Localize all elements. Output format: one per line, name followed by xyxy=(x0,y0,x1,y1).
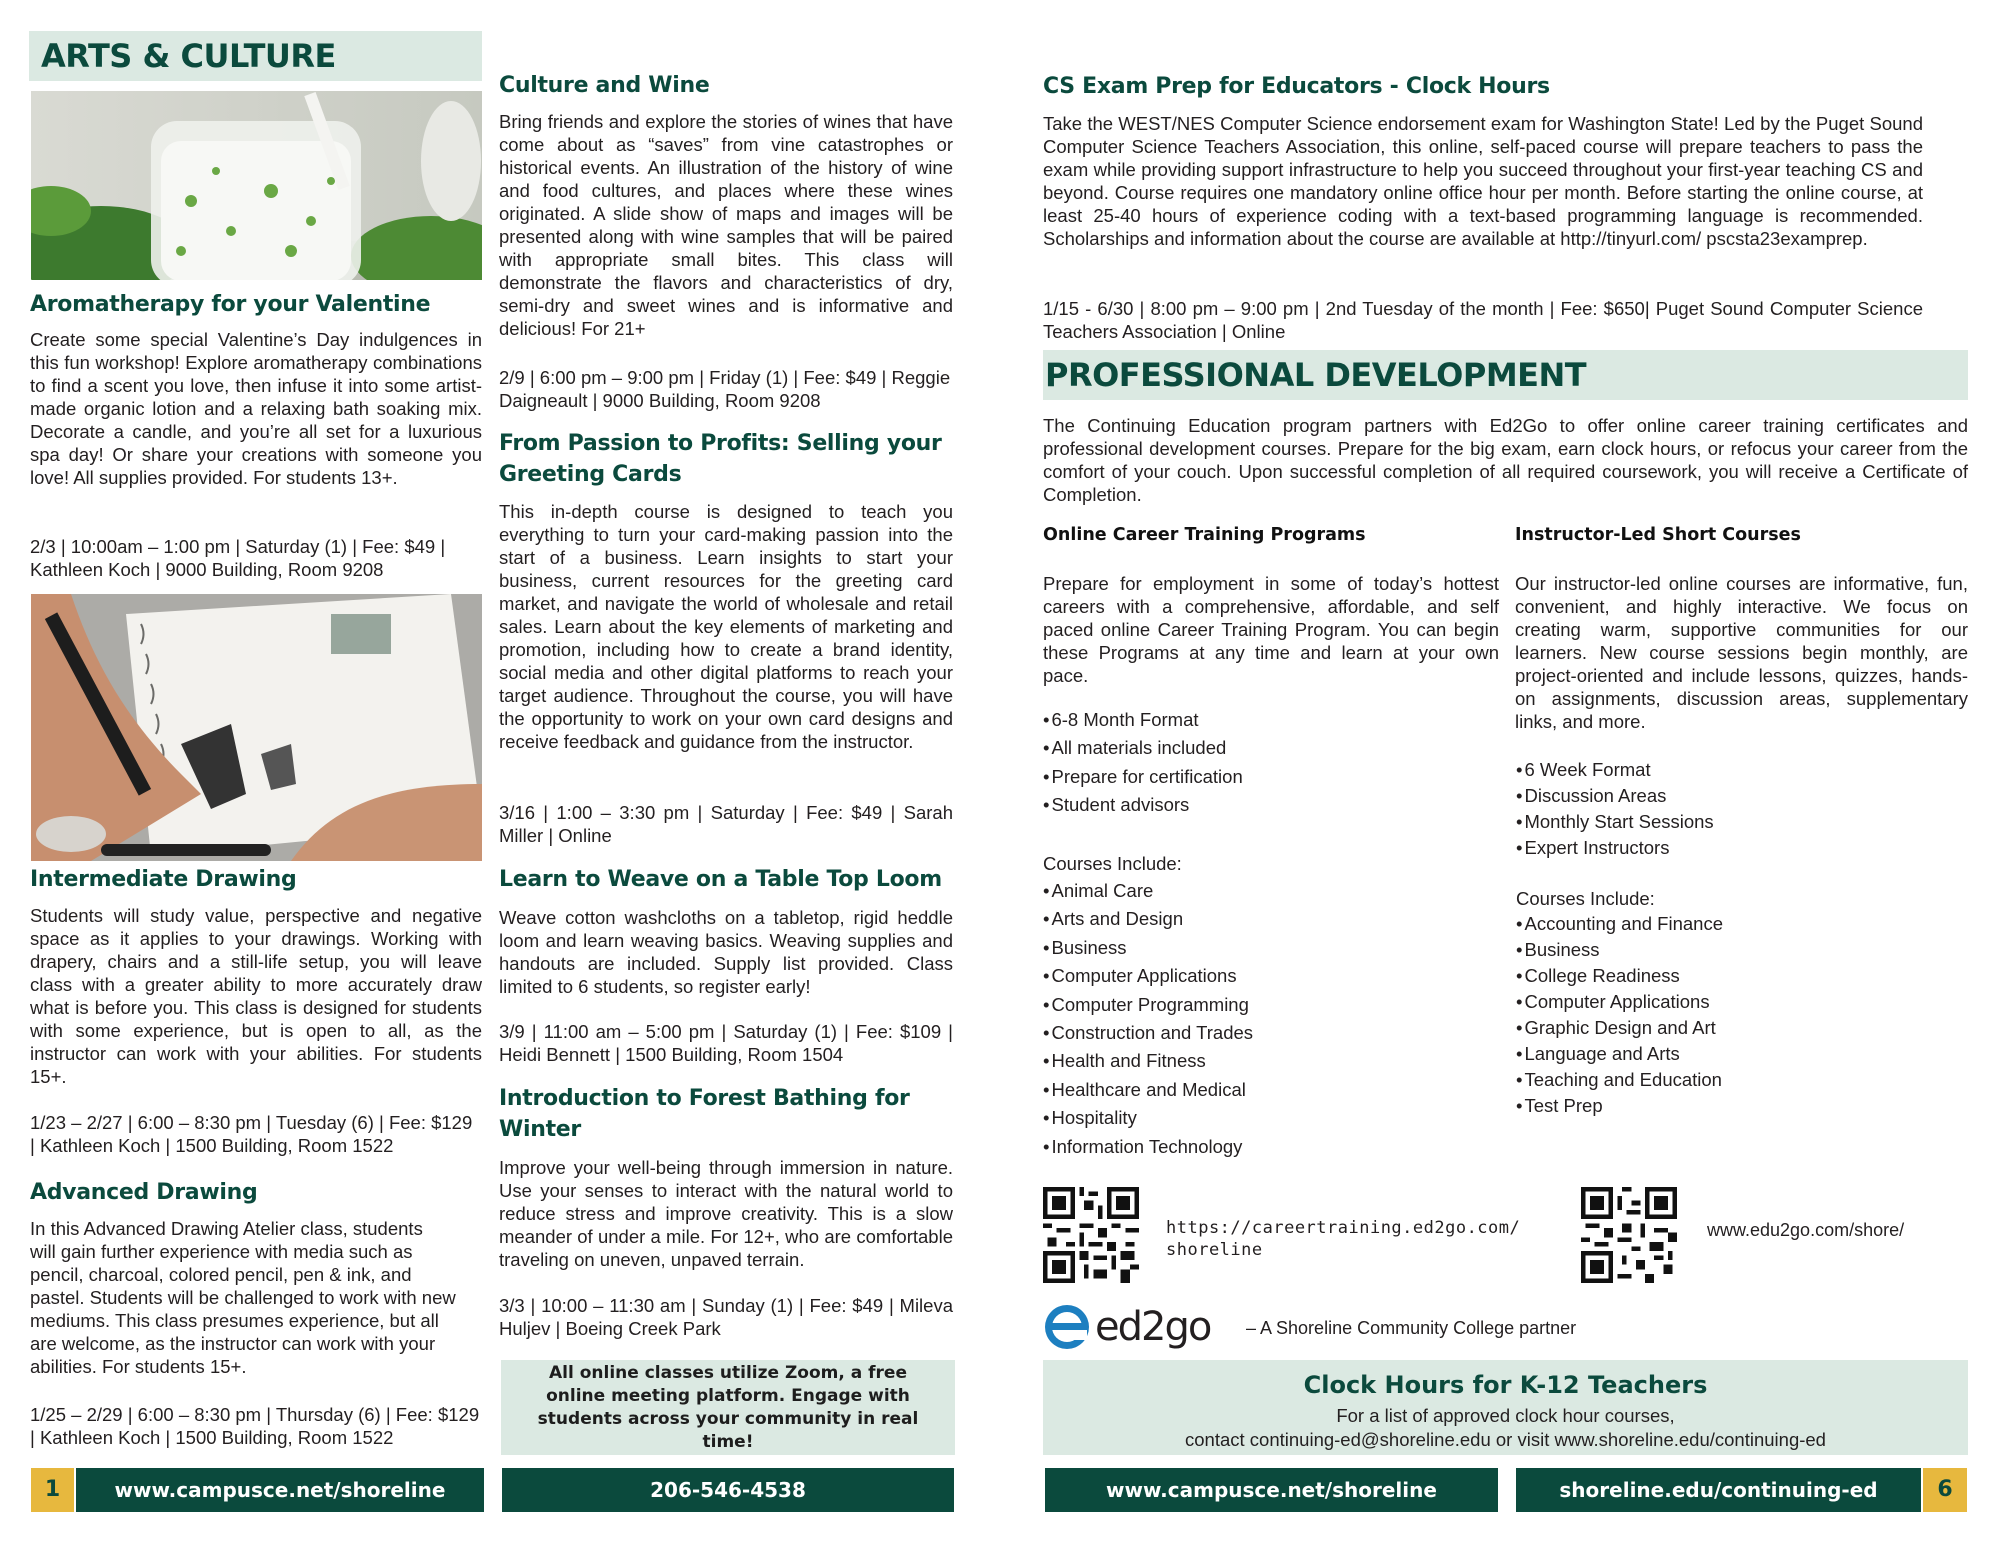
footer-url-right-1[interactable]: www.campusce.net/shoreline xyxy=(1045,1468,1498,1512)
list-item: • Test Prep xyxy=(1516,1093,1966,1119)
zoom-note: All online classes utilize Zoom, a free online meeting platform. Engage with students across your community in real time! xyxy=(537,1362,919,1452)
partner-tagline: – A Shoreline Community College partner xyxy=(1246,1318,1577,1338)
aromatherapy-title: Aromatherapy for your Valentine xyxy=(30,292,431,317)
culture-wine-title: Culture and Wine xyxy=(499,73,710,98)
clock-hours-line1: For a list of approved clock hour courses, xyxy=(1336,1405,1675,1426)
forest-bathing-details: 3/3 | 10:00 – 11:30 am | Sunday (1) | Fee: $49 | Mileva Huljev | Boeing Creek Park xyxy=(499,1295,953,1339)
culture-wine-description: Bring friends and explore the stories of wines that have come about as “saves” from vine catastrophes or historical events. An illustration of the history of wine and food cultures, and places where these wines originated. A slide show of maps and images will be presented along with wine samples that will be paired with appropriate small bites. This class will demonstrate the flavors and characteristics of dry, semi-dry and sweet wines and is informative and delicious! For 21+ xyxy=(499,111,953,339)
advanced-drawing-title: Advanced Drawing xyxy=(30,1180,258,1205)
list-item: • Computer Programming xyxy=(1043,991,1499,1019)
list-item: • Business xyxy=(1516,937,1966,963)
clock-hours-title: Clock Hours for K-12 Teachers xyxy=(1303,1371,1708,1399)
list-item: • Health and Fitness xyxy=(1043,1047,1499,1075)
footer-url-left[interactable]: www.campusce.net/shoreline xyxy=(76,1468,484,1512)
advanced-drawing-details: 1/25 – 2/29 | 6:00 – 8:30 pm | Thursday (6) | Fee: $129 | Kathleen Koch | 1500 Building, Room 1522 xyxy=(30,1404,480,1448)
forest-bathing-title: Introduction to Forest Bathing for Winter xyxy=(499,1086,910,1142)
qr-code-instructor[interactable] xyxy=(1581,1187,1677,1283)
aromatherapy-description: Create some special Valentine’s Day indulgences in this fun workshop! Explore aromatherapy combinations to find a scent you love, then infuse it into some artist-made organic lotion and a relaxing bath soaking mix. Decorate a candle, and you’re all set for a luxurious spa day! Or share your creations with someone you love! All supplies provided. For students 13+. xyxy=(30,329,482,488)
list-item: • Arts and Design xyxy=(1043,905,1499,933)
list-item: • Animal Care xyxy=(1043,877,1499,905)
footer-url-right-2[interactable]: shoreline.edu/continuing-ed xyxy=(1516,1468,1921,1512)
ed2go-logo-icon xyxy=(1043,1303,1093,1351)
cs-exam-title: CS Exam Prep for Educators - Clock Hours xyxy=(1043,74,1550,99)
pd-intro: The Continuing Education program partners with Ed2Go to offer online career training certificates and professional development courses. Prepare for the big exam, earn clock hours, or refocus your career from the comfort of your couch. Upon successful completion of all required coursework, you will receive a Certificate of Completion. xyxy=(1043,415,1968,505)
intermediate-drawing-details: 1/23 – 2/27 | 6:00 – 8:30 pm | Tuesday (6) | Fee: $129 | Kathleen Koch | 1500 Building, Room 1522 xyxy=(30,1112,473,1156)
list-item: • Hospitality xyxy=(1043,1104,1499,1132)
aromatherapy-details: 2/3 | 10:00am – 1:00 pm | Saturday (1) | Fee: $49 | Kathleen Koch | 9000 Building, Room 9208 xyxy=(30,536,446,580)
list-item: • Discussion Areas xyxy=(1516,783,1966,809)
instructor-features xyxy=(1516,757,1966,861)
list-item: • Student advisors xyxy=(1043,791,1499,819)
instructor-courses-label: Courses Include: xyxy=(1516,888,1655,909)
zoom-note-box xyxy=(501,1360,955,1455)
professional-development-header xyxy=(1043,350,1968,400)
culture-wine-details: 2/9 | 6:00 pm – 9:00 pm | Friday (1) | Fee: $49 | Reggie Daigneault | 9000 Building, Room 9208 xyxy=(499,367,951,411)
list-item: • Computer Applications xyxy=(1043,962,1499,990)
instructor-courses xyxy=(1516,911,1966,1119)
drawing-photo xyxy=(31,594,482,861)
career-courses-label: Courses Include: xyxy=(1043,853,1182,874)
weave-details: 3/9 | 11:00 am – 5:00 pm | Saturday (1) | Fee: $109 | Heidi Bennett | 1500 Building, Room 1504 xyxy=(499,1021,953,1065)
passion-profits-details: 3/16 | 1:00 – 3:30 pm | Saturday | Fee: $49 | Sarah Miller | Online xyxy=(499,802,953,846)
list-item: • Prepare for certification xyxy=(1043,763,1499,791)
instructor-title: Instructor-Led Short Courses xyxy=(1515,525,1801,545)
clock-hours-box xyxy=(1043,1360,1968,1455)
weave-title: Learn to Weave on a Table Top Loom xyxy=(499,867,942,892)
ed2go-logo-text: ed2go xyxy=(1095,1304,1211,1350)
arts-culture-header xyxy=(29,31,482,81)
footer-phone[interactable]: 206-546-4538 xyxy=(502,1468,954,1512)
cs-exam-description: Take the WEST/NES Computer Science endorsement exam for Washington State! Led by the Puget Sound Computer Science Teachers Association, this online, self-paced course will prepare teachers to pass the exam while providing support infrastructure to help you succeed throughout your first-year teaching CS and beyond. Course requires one mandatory online office hour per month. Before starting the online course, at least 25-40 hours of experience coding with a text-based programming language is recommended. Scholarships and information about the course are available at http://tinyurl.com/ pscsta23examprep. xyxy=(1043,113,1923,249)
list-item: • 6 Week Format xyxy=(1516,757,1966,783)
qr-code-career[interactable] xyxy=(1043,1187,1139,1283)
list-item: • Accounting and Finance xyxy=(1516,911,1966,937)
list-item: • Expert Instructors xyxy=(1516,835,1966,861)
list-item: • Construction and Trades xyxy=(1043,1019,1499,1047)
advanced-drawing-description: In this Advanced Drawing Atelier class, students will gain further experience with media such as pencil, charcoal, colored pencil, pen & ink, and pastel. Students will be challenged to work with new mediums. This class presumes experience, but all are welcome, as the instructor can work with your abilities. For students 15+. xyxy=(30,1218,456,1377)
passion-profits-title: From Passion to Profits: Selling your Greeting Cards xyxy=(499,431,942,487)
page-number-right: 6 xyxy=(1923,1468,1967,1512)
career-url[interactable]: https://careertraining.ed2go.com/ shoreline xyxy=(1166,1218,1521,1260)
list-item: • Teaching and Education xyxy=(1516,1067,1966,1093)
section-title: ARTS & CULTURE xyxy=(41,37,336,75)
career-courses xyxy=(1043,877,1499,1161)
career-description: Prepare for employment in some of today’s hottest careers with a comprehensive, affordable, and self paced online Career Training Program. You can begin these Programs at any time and learn at your own pace. xyxy=(1043,573,1499,686)
career-title: Online Career Training Programs xyxy=(1043,525,1366,545)
list-item: • Monthly Start Sessions xyxy=(1516,809,1966,835)
section-title-right: PROFESSIONAL DEVELOPMENT xyxy=(1045,356,1587,394)
list-item: • Business xyxy=(1043,934,1499,962)
list-item: • Language and Arts xyxy=(1516,1041,1966,1067)
weave-description: Weave cotton washcloths on a tabletop, rigid heddle loom and learn weaving basics. Weaving supplies and handouts are included. Supply list provided. Class limited to 6 students, so register early! xyxy=(499,907,953,997)
intermediate-drawing-title: Intermediate Drawing xyxy=(30,867,297,892)
list-item: • Information Technology xyxy=(1043,1133,1499,1161)
cs-exam-details: 1/15 - 6/30 | 8:00 pm – 9:00 pm | 2nd Tuesday of the month | Fee: $650| Puget Sound Computer Science Teachers Association | Online xyxy=(1043,298,1923,342)
ed2go-logo xyxy=(1043,1303,1243,1351)
intermediate-drawing-description: Students will study value, perspective and negative space as it applies to your drawings. Working with drapery, chairs and a still-life setup, you will leave class with a greater ability to more accurately draw what is before you. This class is designed for students with some experience, but is open to all, as the instructor can work with your abilities. For students 15+. xyxy=(30,905,482,1087)
clock-hours-line2: contact continuing-ed@shoreline.edu or visit www.shoreline.edu/continuing-ed xyxy=(1185,1429,1826,1450)
list-item: • Healthcare and Medical xyxy=(1043,1076,1499,1104)
list-item: • Computer Applications xyxy=(1516,989,1966,1015)
instructor-description: Our instructor-led online courses are informative, fun, convenient, and highly interactive. We focus on creating warm, supportive communities for our learners. New course sessions begin monthly, are project-oriented and include lessons, quizzes, hands-on assignments, discussion areas, supplementary links, and more. xyxy=(1515,573,1968,732)
page-number-left: 1 xyxy=(31,1468,74,1512)
forest-bathing-description: Improve your well-being through immersion in nature. Use your senses to interact with the natural world to reduce stress and improve creativity. This is a slow meander of under a mile. For 12+, who are comfortable traveling on uneven, unpaved terrain. xyxy=(499,1157,953,1270)
list-item: • All materials included xyxy=(1043,734,1499,762)
career-features xyxy=(1043,706,1499,820)
list-item: • 6-8 Month Format xyxy=(1043,706,1499,734)
list-item: • Graphic Design and Art xyxy=(1516,1015,1966,1041)
list-item: • College Readiness xyxy=(1516,963,1966,989)
passion-profits-description: This in-depth course is designed to teach you everything to turn your card-making passion into the start of a business. Learn insights to start your business, current resources for the greeting card market, and navigate the world of wholesale and retail sales. Learn about the key elements of marketing and promotion, including how to create a brand identity, social media and other digital platforms to reach your target audience. Throughout the course, you will have the opportunity to work on your own card designs and receive feedback and guidance from the instructor. xyxy=(499,501,953,752)
aromatherapy-photo xyxy=(31,91,482,280)
instructor-url[interactable]: www.edu2go.com/shore/ xyxy=(1707,1220,1905,1240)
